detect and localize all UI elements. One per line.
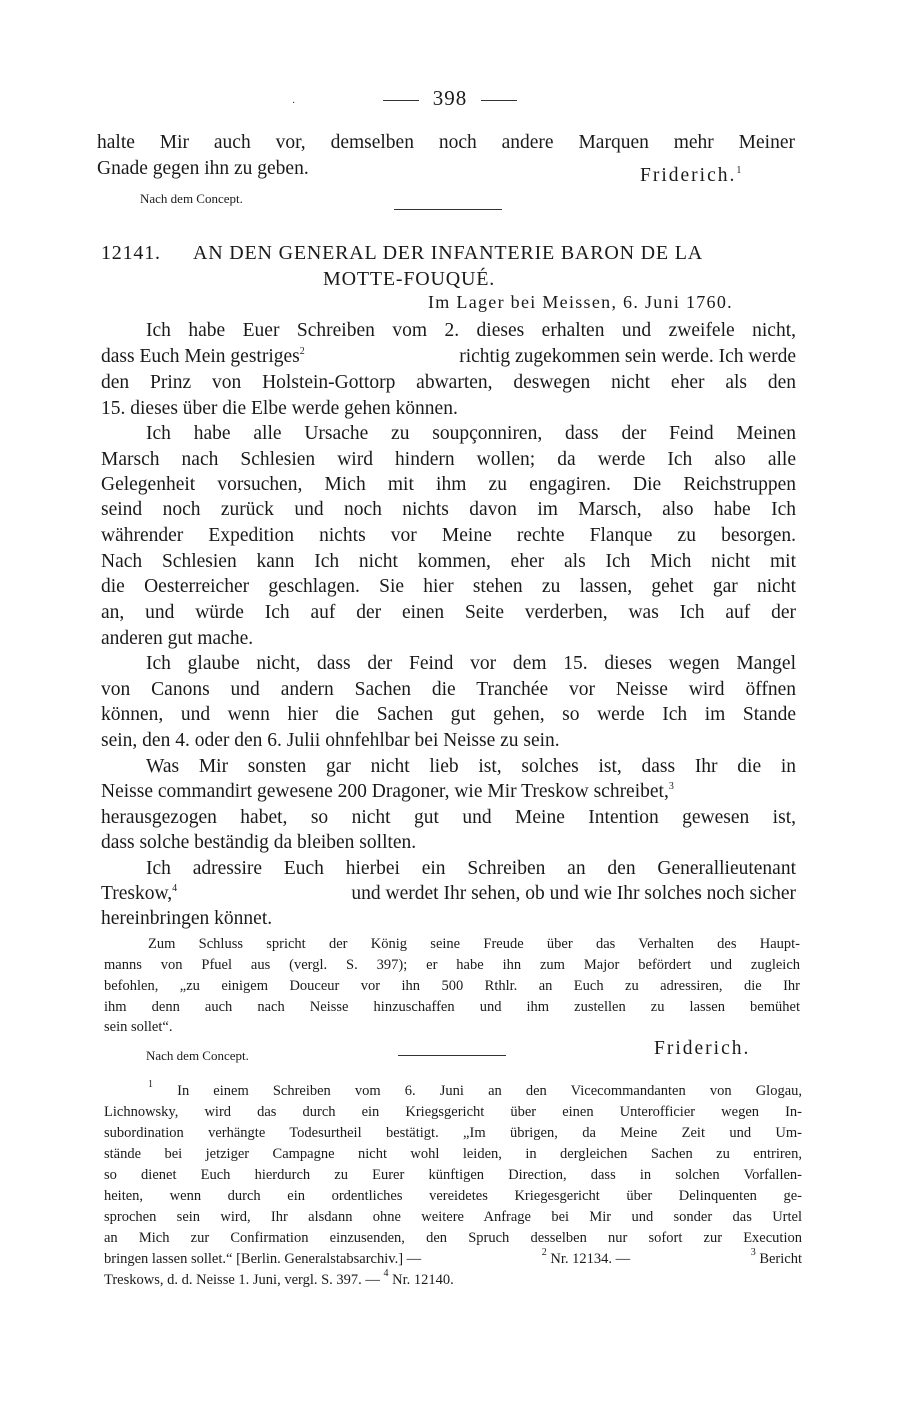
signature bbox=[640, 163, 743, 189]
footnote-mark: 3 bbox=[668, 781, 674, 792]
footnote-line: an Mich zur Confirmation einzusenden, den Spruch desselben nur sofort zur Execution bbox=[104, 1230, 802, 1246]
text-fragment: Neisse commandirt gewesene 200 Dragoner, wie Mir Treskow schreibet, bbox=[101, 781, 669, 802]
footnote-mark: 3 bbox=[750, 1247, 756, 1258]
signature: Friderich. bbox=[654, 1038, 751, 1059]
text-line: von Canons und andern Sachen die Tranchée vor Neisse wird öffnen bbox=[101, 679, 796, 700]
text-line: 15. dieses über die Elbe werde gehen können. bbox=[101, 398, 458, 419]
footnote-mark: 2 bbox=[299, 346, 305, 357]
text-line: Ich habe Euer Schreiben vom 2. dieses erhalten und zweifele nicht, bbox=[146, 320, 796, 341]
footnote-mark: 1 bbox=[148, 1079, 153, 1090]
text-line: Gnade gegen ihn zu geben. bbox=[97, 158, 309, 179]
signature-name: Friderich. bbox=[640, 165, 737, 186]
text-fragment: richtig zugekommen sein werde. Ich werde bbox=[459, 346, 796, 367]
footnote-line: subordination verhängte Todesurtheil bestätigt. „Im übrigen, da Meine Zeit und Um- bbox=[104, 1125, 802, 1141]
text-line: währender Expedition nichts vor Meine rechte Flanque zu besorgen. bbox=[101, 525, 796, 546]
text-line bbox=[101, 881, 796, 907]
text-line: an, und würde Ich auf der einen Seite verderben, was Ich auf der bbox=[101, 602, 796, 623]
text-line: dass solche beständig da bleiben sollten. bbox=[101, 832, 417, 853]
text-line: sein, den 4. oder den 6. Julii ohnfehlbar bei Neisse zu sein. bbox=[101, 730, 560, 751]
text-line bbox=[101, 344, 796, 370]
text-line bbox=[101, 779, 674, 805]
text-line: Ich adressire Euch hierbei ein Schreiben an den Generallieutenant bbox=[146, 858, 796, 879]
header-dash-right bbox=[481, 100, 517, 101]
text-line: können, und wenn hier die Sachen gut gehen, so werde Ich im Stande bbox=[101, 704, 796, 725]
text-fragment: Nr. 12140. bbox=[392, 1272, 454, 1288]
text-fragment: dass Euch Mein gestriges bbox=[101, 346, 300, 367]
section-divider bbox=[398, 1055, 506, 1056]
footnote-mark: 2 bbox=[541, 1247, 547, 1258]
letter-number: 12141. bbox=[101, 242, 161, 264]
text-fragment: bringen lassen sollet.“ [Berlin. Generalstabsarchiv.] — bbox=[104, 1251, 422, 1267]
summary-line: befohlen, „zu einigem Douceur vor ihn 500 Rthlr. an Euch zu adressiren, die Ihr bbox=[104, 978, 800, 994]
footnote-line bbox=[148, 1081, 802, 1102]
summary-line: sein sollet“. bbox=[104, 1019, 173, 1035]
summary-line: ihm denn auch nach Neisse hinzuschaffen und ihm zustellen zu lassen bemühet bbox=[104, 999, 800, 1015]
footnote-line: so dienet Euch hierdurch zu Eurer künftigen Direction, dass in solchen Vorfallen- bbox=[104, 1167, 802, 1183]
text-fragment: In einem Schreiben vom 6. Juni an den Vicecommandanten von Glogau, bbox=[177, 1083, 802, 1099]
text-fragment: Nr. 12134. — bbox=[550, 1251, 631, 1267]
text-line: Nach Schlesien kann Ich nicht kommen, eher als Ich Mich nicht mit bbox=[101, 551, 796, 572]
text-line: anderen gut mache. bbox=[101, 628, 254, 649]
text-line: Was Mir sonsten gar nicht lieb ist, solches ist, dass Ihr die in bbox=[146, 756, 796, 777]
letter-title: AN DEN GENERAL DER INFANTERIE BARON DE LA bbox=[193, 242, 703, 264]
footnote-line: Lichnowsky, wird das durch ein Kriegsgericht über einen Unterofficier wegen In- bbox=[104, 1104, 802, 1120]
footnote-line: heiten, wenn durch ein ordentliches vereidetes Kriegesgericht über Delinquenten ge- bbox=[104, 1188, 802, 1204]
footnote-mark: 4 bbox=[172, 883, 178, 894]
summary-line: manns von Pfuel aus (vergl. S. 397); er habe ihn zum Major befördert und zugleich bbox=[104, 957, 800, 973]
text-fragment: Treskow, bbox=[101, 883, 173, 904]
text-fragment: und werdet Ihr sehen, ob und wie Ihr solches noch sicher bbox=[351, 883, 796, 904]
footnote-line: stände bei jetziger Campagne nicht wohl leiden, in dergleichen Sachen zu entriren, bbox=[104, 1146, 802, 1162]
section-divider bbox=[394, 209, 502, 210]
source-note: Nach dem Concept. bbox=[140, 191, 243, 206]
print-speck: · bbox=[292, 98, 296, 109]
text-line: seind noch zurück und noch nichts davon im Marsch, also habe Ich bbox=[101, 499, 796, 520]
place-date: Im Lager bei Meissen, 6. Juni 1760. bbox=[428, 292, 733, 312]
footnote-mark: 4 bbox=[383, 1268, 389, 1279]
page-header bbox=[0, 86, 900, 111]
text-line: Ich habe alle Ursache zu soupçonniren, dass der Feind Meinen bbox=[146, 423, 796, 444]
text-line: den Prinz von Holstein-Gottorp abwarten, deswegen nicht eher als den bbox=[101, 372, 796, 393]
header-dash-left bbox=[383, 100, 419, 101]
source-note: Nach dem Concept. bbox=[146, 1048, 249, 1063]
text-line: Ich glaube nicht, dass der Feind vor dem 15. dieses wegen Mangel bbox=[146, 653, 796, 674]
text-line: hereinbringen könnet. bbox=[101, 908, 273, 929]
summary-line: Zum Schluss spricht der König seine Freude über das Verhalten des Haupt- bbox=[148, 936, 800, 952]
footnote-line: sprochen sein wird, Ihr alsdann ohne weitere Anfrage bei Mir und sonder das Urtel bbox=[104, 1209, 802, 1225]
text-line: Marsch nach Schlesien wird hindern wollen; da werde Ich also alle bbox=[101, 449, 796, 470]
text-fragment: Bericht bbox=[759, 1251, 802, 1267]
footnote-line bbox=[104, 1249, 802, 1270]
page-number: 398 bbox=[432, 86, 468, 110]
text-line: herausgezogen habet, so nicht gut und Meine Intention gewesen ist, bbox=[101, 807, 796, 828]
letter-title-cont: MOTTE-FOUQUÉ. bbox=[323, 268, 496, 290]
text-line: halte Mir auch vor, demselben noch andere Marquen mehr Meiner bbox=[97, 132, 795, 153]
text-fragment: Treskows, d. d. Neisse 1. Juni, vergl. S. 397. — bbox=[104, 1272, 380, 1288]
text-line: Gelegenheit vorsuchen, Mich mit ihm zu engagiren. Die Reichstruppen bbox=[101, 474, 796, 495]
text-line: die Oesterreicher geschlagen. Sie hier stehen zu lassen, gehet gar nicht bbox=[101, 576, 796, 597]
footnote-mark: 1 bbox=[736, 165, 744, 176]
footnote-line bbox=[104, 1270, 454, 1291]
